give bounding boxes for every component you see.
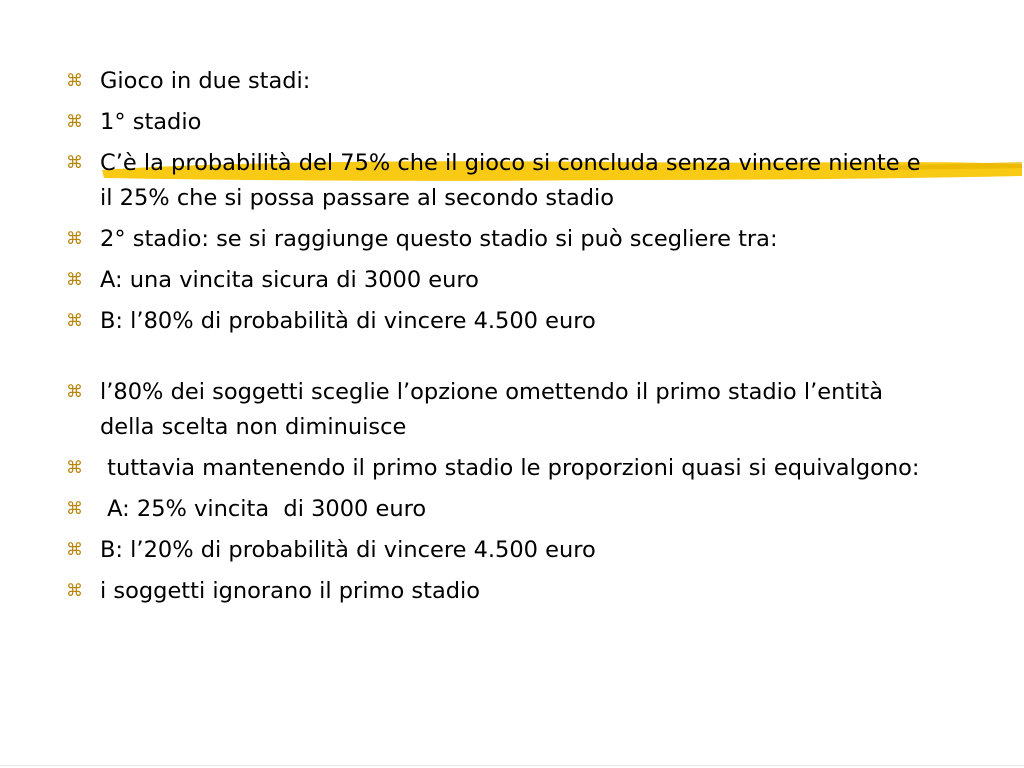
command-bullet-icon: ⌘ (66, 499, 83, 519)
bullet-text: 2° stadio: se si raggiunge questo stadio si può scegliere tra: (100, 226, 778, 252)
bullet-text: i soggetti ignorano il primo stadio (100, 578, 481, 604)
bullet-text: tuttavia mantenendo il primo stadio le proporzioni quasi si equivalgono: (100, 455, 920, 481)
bullet-item (66, 533, 926, 568)
bullet-item (66, 375, 926, 445)
command-bullet-icon: ⌘ (66, 270, 83, 290)
bullet-item (66, 263, 926, 298)
bullet-text: A: 25% vincita di 3000 euro (100, 496, 427, 522)
bullet-item (66, 64, 926, 99)
footer-divider (0, 765, 1024, 766)
bullet-list (66, 64, 926, 615)
bullet-text: B: l’20% di probabilità di vincere 4.500 euro (100, 537, 596, 563)
bullet-text: l’80% dei soggetti sceglie l’opzione omettendo il primo stadio l’entità della scelta non diminuisce (100, 379, 898, 440)
bullet-text: Gioco in due stadi: (100, 68, 311, 94)
bullet-text: C’è la probabilità del 75% che il gioco si concluda senza vincere niente e il 25% che si possa passare al secondo stadio (100, 150, 928, 211)
bullet-item (66, 146, 926, 216)
bullet-item (66, 105, 926, 140)
bullet-item (66, 304, 926, 339)
command-bullet-icon: ⌘ (66, 581, 83, 601)
bullet-text: 1° stadio (100, 109, 202, 135)
bullet-text: A: una vincita sicura di 3000 euro (100, 267, 479, 293)
bullet-item (66, 492, 926, 527)
command-bullet-icon: ⌘ (66, 540, 83, 560)
bullet-item (66, 451, 926, 486)
bullet-item (66, 222, 926, 257)
command-bullet-icon: ⌘ (66, 112, 83, 132)
command-bullet-icon: ⌘ (66, 311, 83, 331)
command-bullet-icon: ⌘ (66, 71, 83, 91)
command-bullet-icon: ⌘ (66, 229, 83, 249)
bullet-text: B: l’80% di probabilità di vincere 4.500 euro (100, 308, 596, 334)
command-bullet-icon: ⌘ (66, 382, 83, 402)
bullet-item (66, 574, 926, 609)
command-bullet-icon: ⌘ (66, 153, 83, 173)
command-bullet-icon: ⌘ (66, 458, 83, 478)
